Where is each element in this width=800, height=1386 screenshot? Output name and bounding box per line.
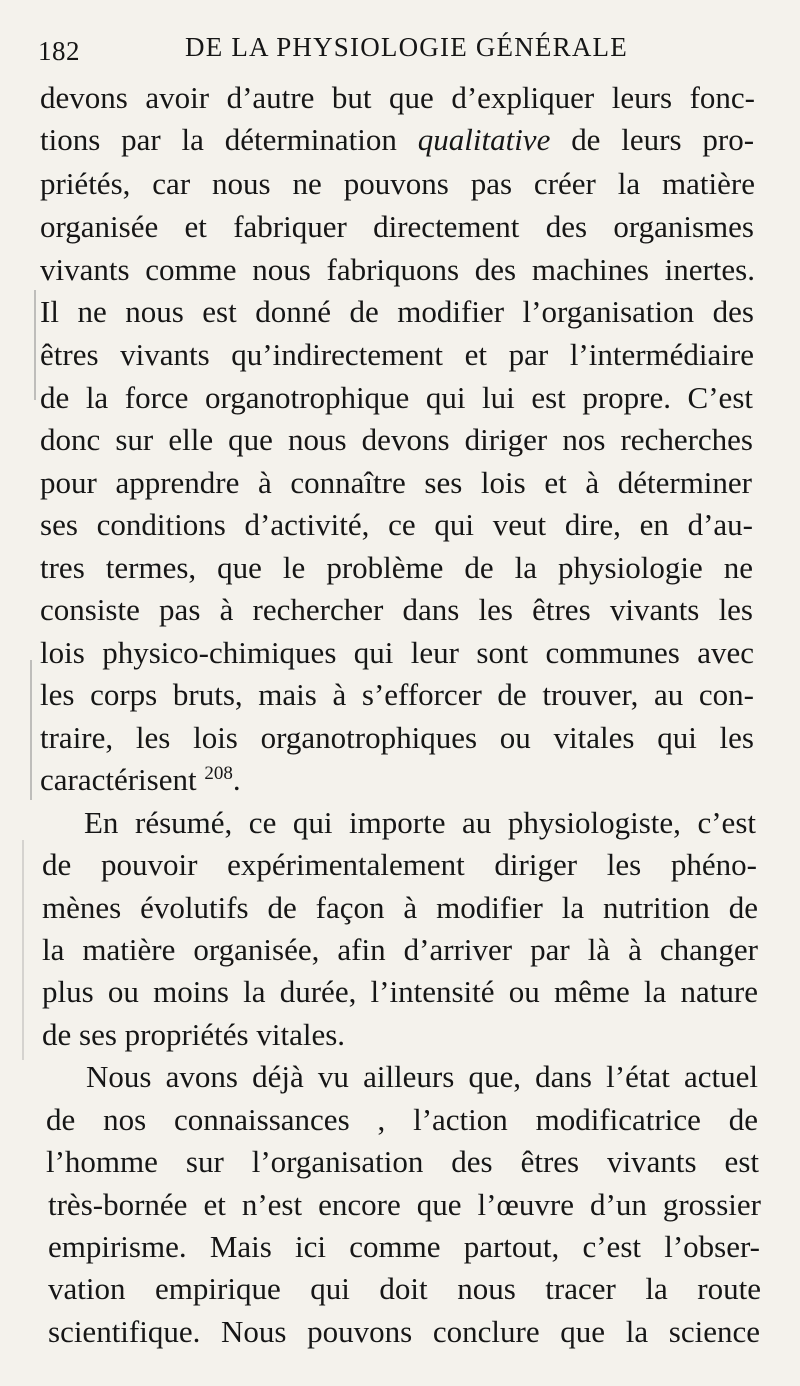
text-line: de pouvoir expérimentalement diriger les phéno- (42, 847, 757, 882)
margin-pencil-mark (34, 290, 36, 400)
margin-pencil-mark (22, 840, 24, 1060)
text-line: vivants comme nous fabriquons des machines inertes. (40, 252, 755, 287)
text-line: donc sur elle que nous devons diriger nos recherches (40, 422, 753, 457)
text-line: priétés, car nous ne pouvons pas créer la matière (40, 166, 755, 201)
text-line: traire, les lois organotrophiques ou vitales qui les (40, 720, 754, 755)
page-header (38, 32, 773, 72)
text-line: pour apprendre à connaître ses lois et à déterminer (40, 465, 752, 500)
text-line: empirisme. Mais ici comme partout, c’est l’obser- (48, 1229, 760, 1264)
text-line: très-bornée et n’est encore que l’œuvre d’un grossier (48, 1187, 761, 1222)
text-line: plus ou moins la durée, l’intensité ou même la nature (42, 974, 758, 1009)
text-line: êtres vivants qu’indirectement et par l’intermédiaire (40, 337, 754, 372)
text-line: de la force organotrophique qui lui est propre. C’est (40, 380, 753, 415)
page-number: 182 (38, 36, 80, 66)
text-line: la matière organisée, afin d’arriver par là à changer (42, 932, 758, 967)
text-line: l’homme sur l’organisation des êtres vivants est (46, 1144, 759, 1179)
text-line: Nous avons déjà vu ailleurs que, dans l’état actuel (86, 1059, 758, 1094)
text-line: devons avoir d’autre but que d’expliquer leurs fonc- (40, 80, 755, 115)
text-line: tions par la détermination qualitative de leurs pro- (40, 122, 755, 157)
text-line: vation empirique qui doit nous tracer la route (48, 1271, 761, 1306)
text-line: de ses propriétés vitales. (42, 1017, 346, 1052)
text-line: mènes évolutifs de façon à modifier la nutrition de (42, 890, 758, 925)
text-line: de nos connaissances , l’action modificatrice de (46, 1102, 758, 1137)
text-line: les corps bruts, mais à s’efforcer de trouver, au con- (40, 677, 754, 712)
margin-pencil-mark (30, 660, 32, 800)
footnote-reference: 208 (204, 763, 233, 784)
running-title: DE LA PHYSIOLOGIE GÉNÉRALE (185, 32, 628, 62)
text-line: organisée et fabriquer directement des organismes (40, 209, 754, 244)
text-line: caractérisent $^{208}$. (40, 762, 241, 797)
text-line: ses conditions d’activité, ce qui veut dire, en d’au- (40, 507, 753, 542)
text-line: tres termes, que le problème de la physiologie ne (40, 550, 753, 585)
text-line: lois physico-chimiques qui leur sont communes avec (40, 635, 754, 670)
text-line: scientifique. Nous pouvons conclure que la science (48, 1314, 760, 1349)
text-line: En résumé, ce qui importe au physiologiste, c’est (84, 805, 756, 840)
text-line: consiste pas à rechercher dans les êtres vivants les (40, 592, 753, 627)
text-line: Il ne nous est donné de modifier l’organisation des (40, 294, 754, 329)
emphasis-qualitative: qualitative (417, 122, 551, 157)
